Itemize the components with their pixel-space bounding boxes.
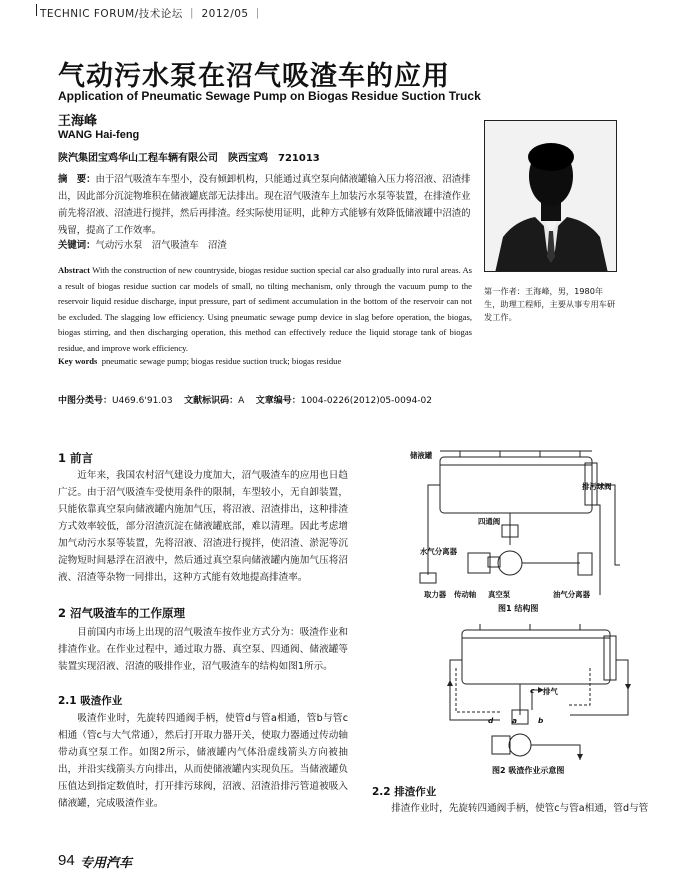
section-1-text: 近年来，我国农村沼气建设力度加大，沼气吸渣车的应用也日趋广泛。由于沼气吸渣车受使用条件的限制，车型较小，无自卸装置，只能依靠真空泵向储液罐内施加气压，将沼液、沼渣排出，这种排渣方式效率较低，部分沼渣沉淀在储液罐底部，难以清理。因此考虑增加气动污水泵等装置，先将沼液、沼渣进行搅拌，使沼渣、淤泥等沉淀物短时间悬浮在沼液中，然后通过真空泵向储液罐内施加气压将沼液、沼渣等杂物一同排出，这种方式能有效地提高排渣率。 <box>58 470 348 583</box>
keywords-cn-label: 关键词： <box>58 240 96 251</box>
author-affiliation: 陕汽集团宝鸡华山工程车辆有限公司 陕西宝鸡 721013 <box>58 153 320 164</box>
article-title-cn: 气动污水泵在沼气吸渣车的应用 <box>58 61 450 92</box>
fig1-label-four-way-valve: 四通阀 <box>478 517 501 526</box>
abstract-en <box>58 263 472 356</box>
figure-2-caption: 图2 吸渣作业示意图 <box>492 766 565 775</box>
keywords-cn <box>58 237 227 251</box>
journal-name: TECHNIC FORUM/技术论坛 <box>40 8 183 20</box>
article-title-en: Application of Pneumatic Sewage Pump on Biogas Residue Suction Truck <box>58 89 481 103</box>
fig1-label-tank: 储液罐 <box>410 451 433 460</box>
abstract-cn-label: 摘 要： <box>58 174 96 185</box>
keywords-en <box>58 356 341 366</box>
figure-1-caption: 图1 结构图 <box>498 604 539 613</box>
fig2-letter-a: a <box>512 716 517 725</box>
section-2-2-title: 2.2 排渣作业 <box>372 786 437 798</box>
keywords-en-label: Key words <box>58 356 98 366</box>
article-no-label: 文章编号： <box>255 396 301 406</box>
fig2-letter-d: d <box>488 716 494 725</box>
fig1-label-shaft: 传动轴 <box>454 590 477 599</box>
abstract-en-text: With the construction of new countryside, biogas residue suction special car also gradually into rural areas. As a result of biogas residue suction car models of small, no tilting mechanism, only through the vacuum pump to the reservoir liquid residue discharge, input pressure, part of sediment accumulation in the bottom of the reservoir can not be excluded. The slagging low efficiency. Using pneumatic sewage pump device in slag before operation, the biogas, biogas stirring, and then discharging operation, this method can effectively reduce the liquid storage tank of biogas residue, and improve work efficiency. <box>58 265 472 353</box>
fig2-label-exhaust: 排气 <box>543 687 558 696</box>
clc-label: 中图分类号： <box>58 396 113 406</box>
fig2-letter-c: c <box>530 686 535 695</box>
fig1-label-ball-valve: 排污球阀 <box>582 482 612 491</box>
section-2-title: 2 沼气吸渣车的工作原理 <box>58 606 186 620</box>
clc-value: U469.6'91.03 <box>112 396 173 406</box>
keywords-en-text: pneumatic sewage pump; biogas residue suction truck; biogas residue <box>101 356 342 366</box>
portrait-image <box>485 121 617 272</box>
classification-line <box>58 393 432 406</box>
fig2-letter-b: b <box>538 716 544 725</box>
author-name-cn: 王海峰 <box>58 114 98 129</box>
abstract-cn <box>58 171 472 239</box>
page-number: 94 <box>58 852 75 869</box>
doc-code-label: 文献标识码： <box>184 396 239 406</box>
fig1-label-vacuum-pump: 真空泵 <box>488 590 511 599</box>
running-header: TECHNIC FORUM/技术论坛 ｜ 2012/05 ｜ <box>40 8 264 20</box>
section-2-1-text: 吸渣作业时，先旋转四通阀手柄，使管d与管a相通，管b与管c相通（管c与大气常通），然后打开取力器开关，使取力器通过传动轴带动真空泵工作。如图2所示，储液罐内气体沿虚线箭头方向被抽出，并沿实线箭头方向排出，从而使储液罐内实现负压。当储液罐负压值达到指定数值时，打开排污球阀，沼液、沼渣沿排污管道被吸入储液罐，完成吸渣作业。 <box>58 713 348 809</box>
section-2-2-text: 排渣作业时，先旋转四通阀手柄，使管c与管a相通，管d与管 <box>391 803 649 814</box>
abstract-en-label: Abstract <box>58 265 90 275</box>
fig1-label-water-separator: 水气分离器 <box>420 547 457 556</box>
keywords-cn-text: 气动污水泵 沼气吸渣车 沼渣 <box>95 240 227 251</box>
section-1-title: 1 前言 <box>58 451 94 465</box>
section-2-1-title: 2.1 吸渣作业 <box>58 695 123 707</box>
abstract-cn-text: 由于沼气吸渣车车型小，没有倾卸机构，只能通过真空泵向储液罐输入压力将沼液、沼渣排出，因此部分沉淀物堆积在储液罐底部无法排出。现在沼气吸渣车上加装污水泵等装置，在排渣作业前先将沼液、沼渣进行搅拌，然后再排渣。经实际使用证明，此种方式能够有效降低储液罐中沼渣的残留，提高了工作效率。 <box>58 174 471 236</box>
author-photo <box>484 120 617 272</box>
author-bio: 第一作者：王海峰，男，1980年生，助理工程师，主要从事专用车研发工作。 <box>484 286 616 322</box>
doc-code-value: A <box>238 396 245 406</box>
header-rule <box>36 4 37 16</box>
section-2-text: 目前国内市场上出现的沼气吸渣车按作业方式分为：吸渣作业和排渣作业。在作业过程中，通过取力器、真空泵、四通阀、储液罐等装置实现沼液、沼渣的吸排作业，沼气吸渣车的结构如图1所示。 <box>58 627 348 672</box>
issue-number: 2012/05 <box>201 8 249 20</box>
article-no-value: 1004-0226(2012)05-0094-02 <box>300 396 433 406</box>
fig1-label-pto: 取力器 <box>424 590 447 599</box>
author-name-en: WANG Hai-feng <box>58 129 140 141</box>
fig1-label-oil-separator: 油气分离器 <box>553 590 590 599</box>
journal-logo-text: 专用汽车 <box>80 856 133 871</box>
